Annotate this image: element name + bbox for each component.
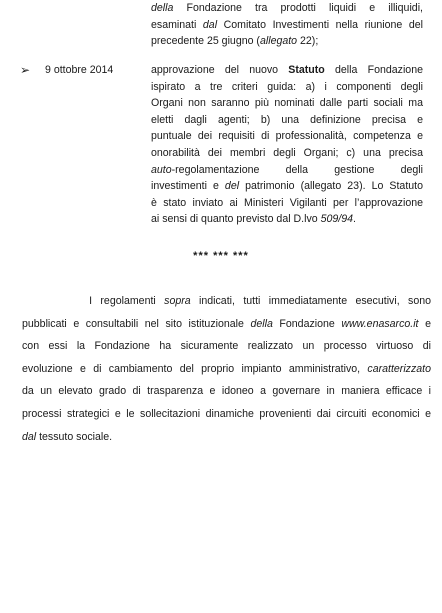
closing-paragraph	[22, 290, 431, 448]
text-line: dal tessuto sociale.	[22, 430, 113, 443]
text-line: eletti dagli agenti; b) una definizione precisa e	[151, 113, 423, 126]
text-line: onorabilità dei membri degli Organi; c) una precisa	[151, 146, 423, 159]
text-line: ai sensi di quanto previsto dal D.lvo 509/94.	[151, 213, 356, 226]
text-line: puntuale dei requisiti di professionalità, competenza e	[151, 130, 423, 143]
text-line: della Fondazione tra prodotti liquidi e illiquidi,	[151, 2, 423, 14]
text-line: è stato inviato ai Ministeri Vigilanti per l’approvazione	[151, 196, 423, 209]
bullet-date: 9 ottobre 2014	[45, 64, 114, 76]
bullet-arrow-icon: ➢	[20, 63, 31, 77]
text-line: precedente 25 giugno (allegato 22);	[151, 35, 319, 48]
website-link: www.enasarco.it	[341, 317, 419, 330]
text-line: processi strategici e le sollecitazioni dinamiche provenienti dai circuiti economici e	[22, 407, 431, 420]
text-line: I regolamenti sopra indicati, tutti immediatamente esecutivi, sono	[22, 295, 431, 307]
text-line: esaminati dal Comitato Investimenti nella riunione del	[151, 18, 423, 31]
section-separator: *** *** ***	[193, 250, 249, 262]
text-line: pubblicati e consultabili nel sito istituzionale della Fondazione www.enasarco.it e	[22, 317, 431, 330]
text-line: con essi la Fondazione ha sicuramente realizzato un processo virtuoso di	[22, 340, 431, 353]
text-line: auto-regolamentazione della gestione degli	[151, 163, 423, 176]
statuto-item-text	[151, 62, 423, 228]
previous-item-continuation	[151, 0, 423, 50]
text-line: ispirato a tre criteri guida: a) i componenti degli	[151, 80, 423, 93]
text-line: Organi non saranno più nominati dalle parti sociali ma	[151, 97, 423, 110]
text-line: evoluzione e di cambiamento del proprio impianto amministrativo, caratterizzato	[22, 362, 431, 375]
text-line: da un elevato grado di trasparenza e idoneo a governare in maniera efficace i	[22, 385, 431, 398]
text-line: approvazione del nuovo Statuto della Fondazione	[151, 64, 423, 76]
text-line: investimenti e del patrimonio (allegato 23). Lo Statuto	[151, 180, 423, 193]
